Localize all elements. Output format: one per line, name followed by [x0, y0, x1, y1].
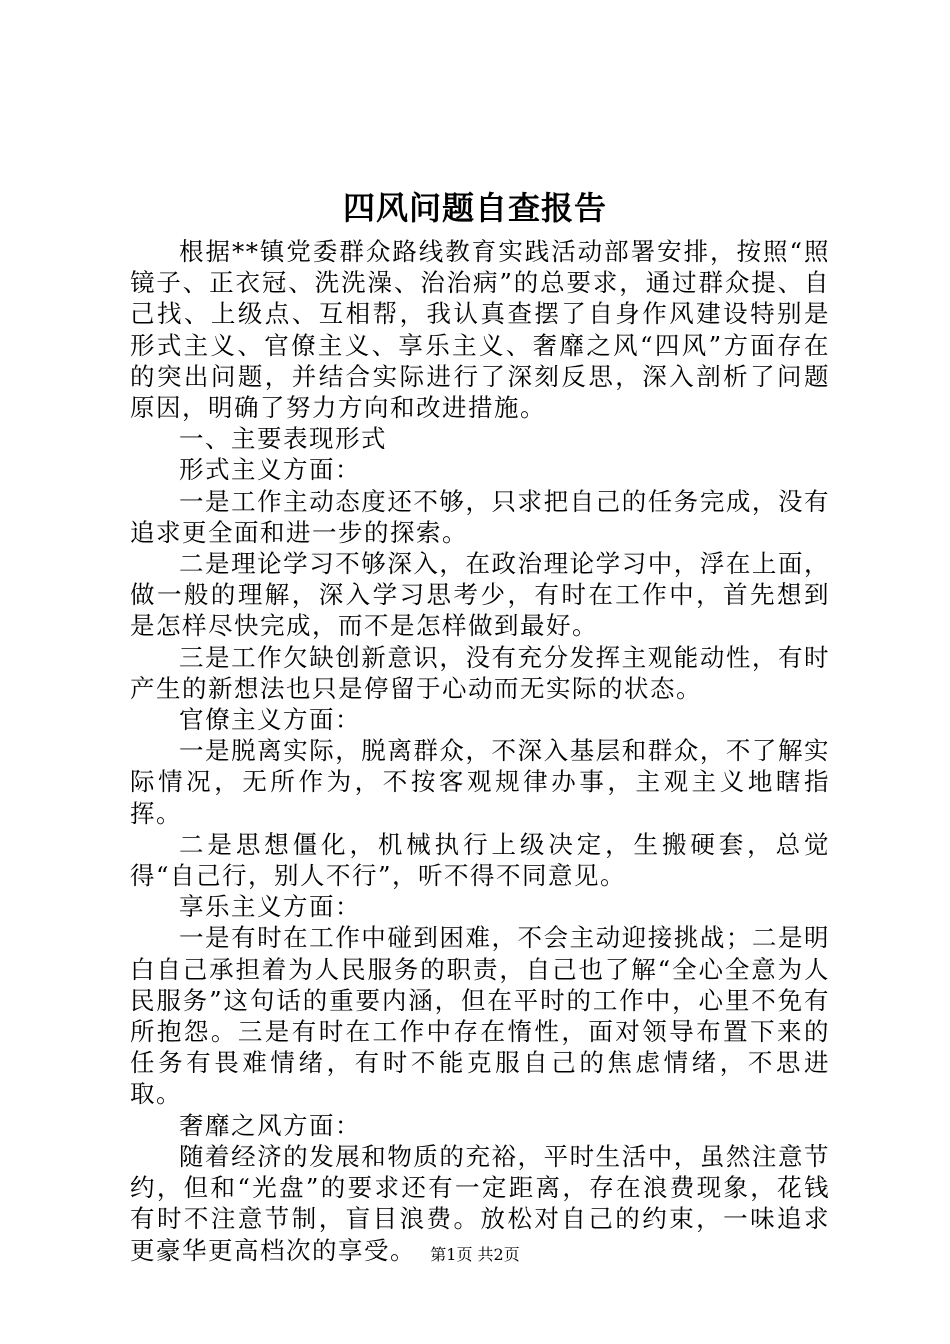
- bureaucracy-item-1: 一是脱离实际，脱离群众，不深入基层和群众，不了解实际情况，无所作为，不按客观规律办事，主观主义地瞎指挥。: [130, 736, 830, 828]
- document-title: 四风问题自查报告: [342, 189, 607, 227]
- subheading-bureaucracy: 官僚主义方面：: [179, 705, 361, 735]
- subheading-extravagance: 奢靡之风方面：: [179, 1110, 361, 1140]
- formalism-item-1: 一是工作主动态度还不够，只求把自己的任务完成，没有追求更全面和进一步的探索。: [130, 486, 830, 547]
- intro-paragraph: 根据**镇党委群众路线教育实践活动部署安排，按照“照镜子、正衣冠、洗洗澡、治治病”的总要求，通过群众提、自己找、上级点、互相帮，我认真查摆了自身作风建设特别是形式主义、官僚主义、享乐主义、奢靡之风“四风”方面存在的突出问题，并结合实际进行了深刻反思，深入剖析了问题原因，明确了努力方向和改进措施。: [130, 237, 830, 423]
- document-body: [130, 236, 830, 1266]
- extravagance-paragraph: 随着经济的发展和物质的充裕，平时生活中，虽然注意节约，但和“光盘”的要求还有一定距离，存在浪费现象，花钱有时不注意节制，盲目浪费。放松对自己的约束，一味追求更豪华更高档次的享受。: [130, 1141, 830, 1265]
- formalism-item-2: 二是理论学习不够深入，在政治理论学习中，浮在上面，做一般的理解，深入学习思考少，有时在工作中，首先想到是怎样尽快完成，而不是怎样做到最好。: [130, 549, 830, 641]
- page-number-footer: 第1页 共2页: [430, 1245, 520, 1264]
- subheading-hedonism: 享乐主义方面：: [179, 892, 361, 922]
- subheading-formalism: 形式主义方面：: [179, 455, 361, 485]
- section-heading-main-forms: 一、主要表现形式: [179, 424, 387, 454]
- bureaucracy-item-2: 二是思想僵化，机械执行上级决定，生搬硬套，总觉得“自己行，别人不行”，听不得不同意见。: [130, 829, 830, 891]
- formalism-item-3: 三是工作欠缺创新意识，没有充分发挥主观能动性，有时产生的新想法也只是停留于心动而无实际的状态。: [130, 642, 830, 703]
- hedonism-paragraph: 一是有时在工作中碰到困难，不会主动迎接挑战；二是明白自己承担着为人民服务的职责，自己也了解“全心全意为人民服务”这句话的重要内涵，但在平时的工作中，心里不免有所抱怨。三是有时在工作中存在惰性，面对领导布置下来的任务有畏难情绪，有时不能克服自己的焦虑情绪，不思进取。: [130, 923, 830, 1109]
